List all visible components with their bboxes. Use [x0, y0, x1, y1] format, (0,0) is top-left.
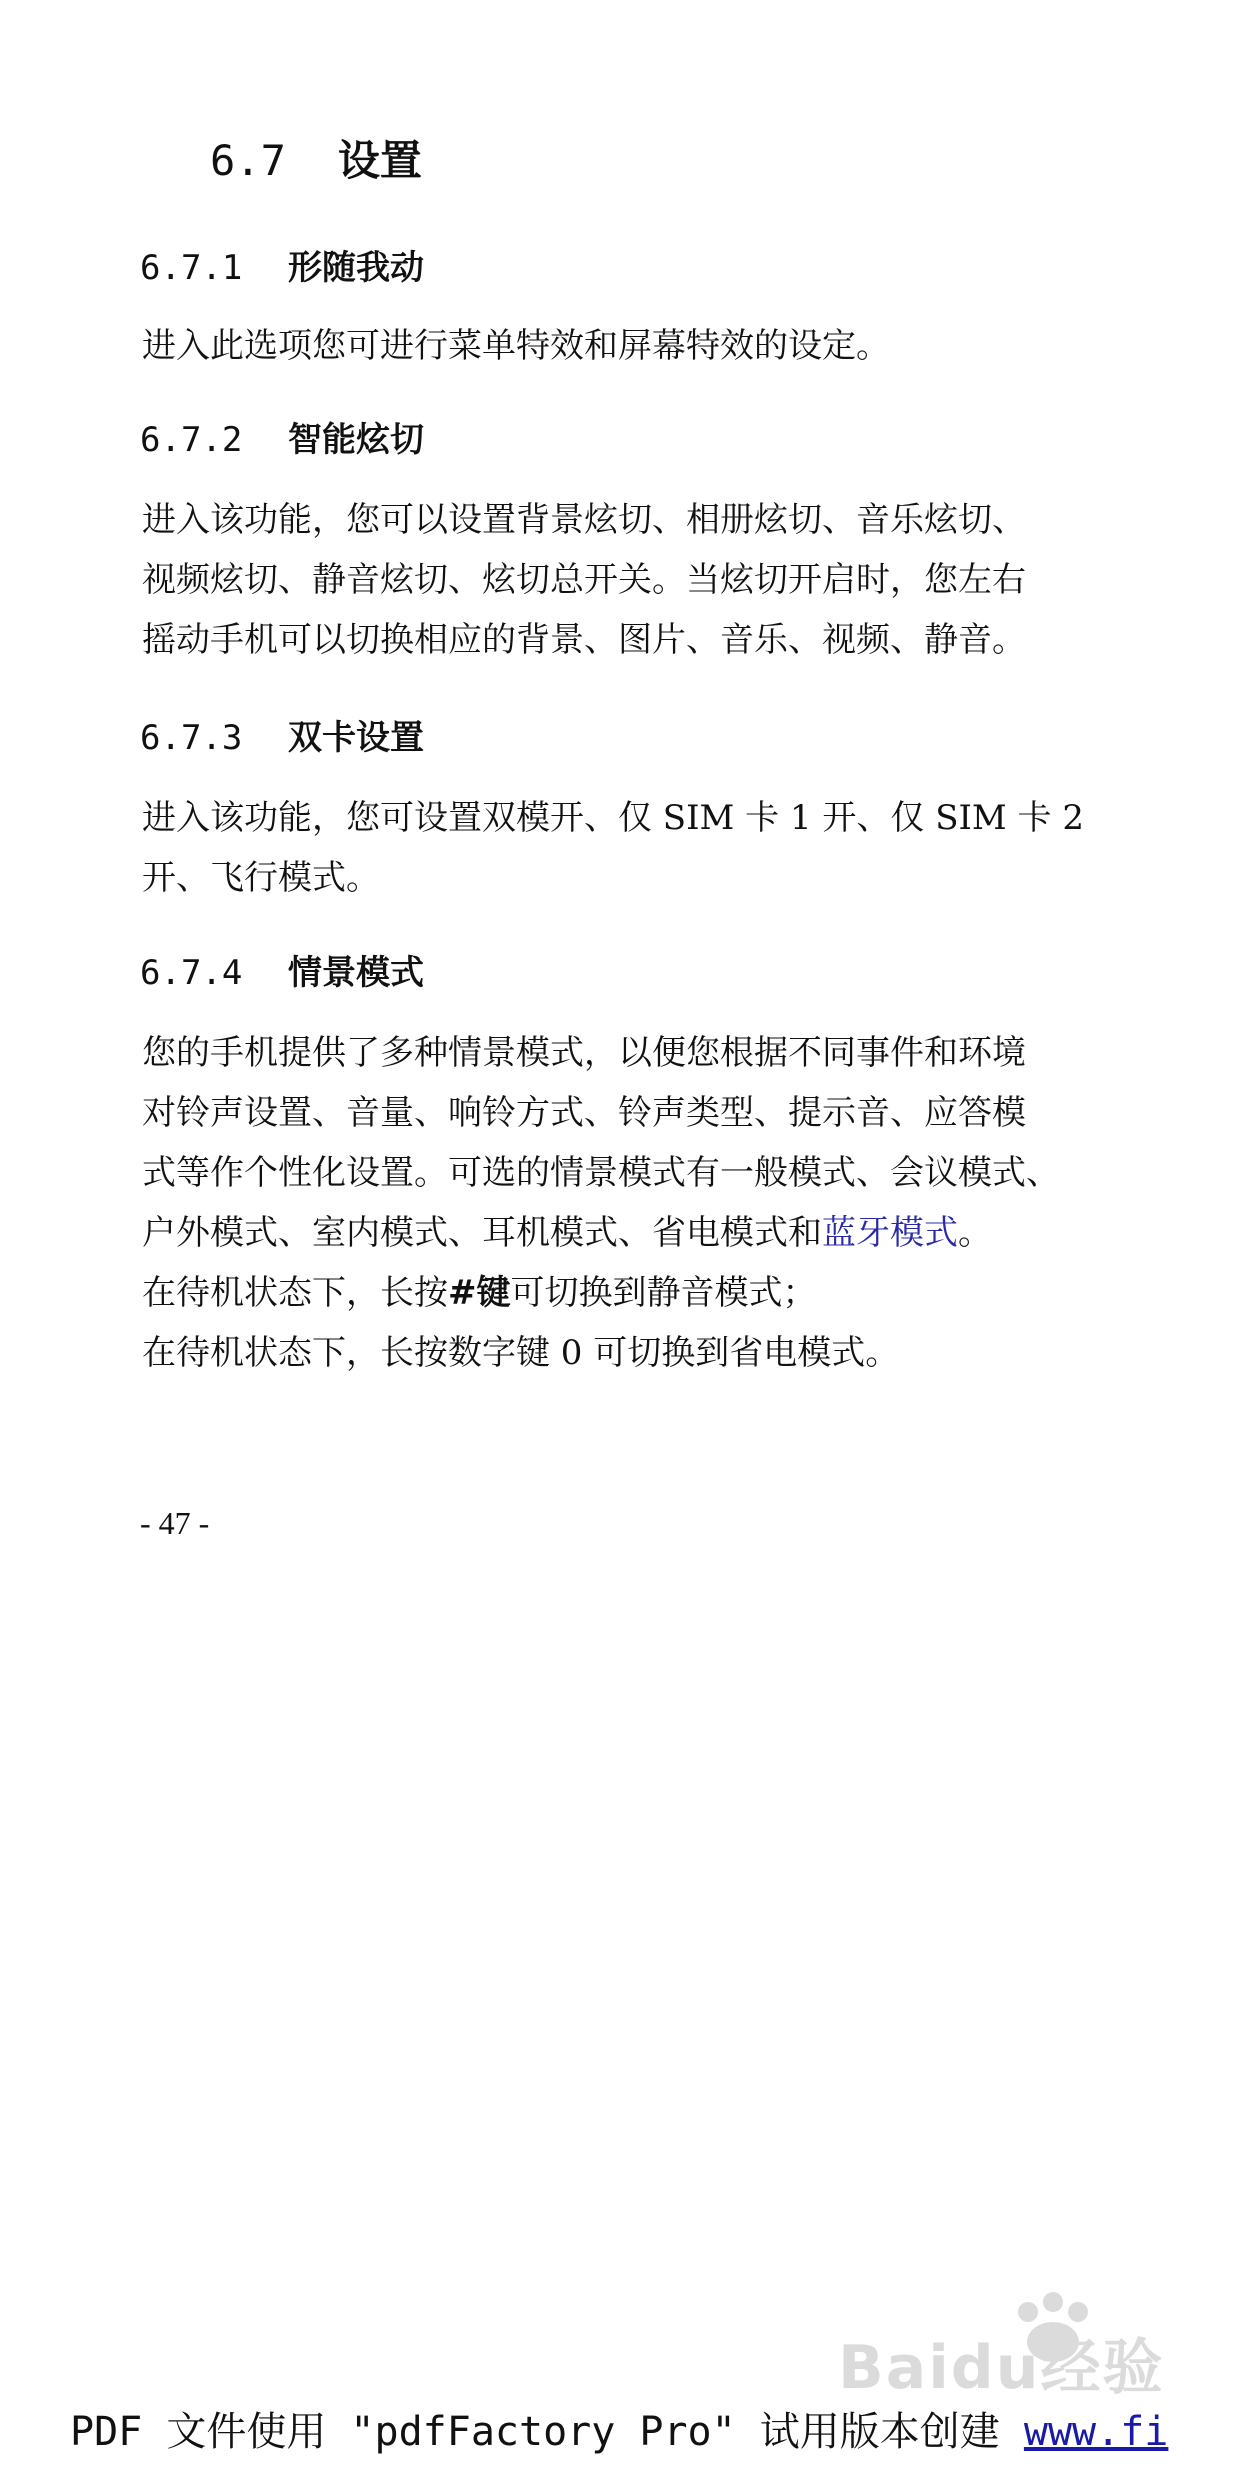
paragraph-line: 视频炫切、静音炫切、炫切总开关。当炫切开启时，您左右 — [142, 560, 1026, 600]
paragraph-line — [142, 1203, 1082, 1263]
line-text: 可切换到静音模式； — [510, 1273, 817, 1313]
paragraph-line: 在待机状态下，长按数字键 0 可切换到省电模式。 — [142, 1333, 900, 1373]
footer-text: PDF 文件使用 "pdfFactory Pro" 试用版本创建 — [70, 2409, 1024, 2455]
paragraph-line: 式等作个性化设置。可选的情景模式有一般模式、会议模式、 — [142, 1153, 1060, 1193]
paragraph-line: 对铃声设置、音量、响铃方式、铃声类型、提示音、应答模 — [142, 1093, 1026, 1133]
subsection-title: 形随我动 — [288, 248, 424, 288]
hash-key-label: #键 — [448, 1273, 511, 1313]
line-text: 在待机状态下，长按 — [142, 1273, 448, 1313]
watermark-text: Baidu经验 — [838, 2333, 1165, 2403]
subsection-number: 6.7.2 — [140, 420, 243, 460]
footer-link[interactable]: www.fi — [1023, 2409, 1169, 2455]
subsection-heading-6-7-4 — [140, 945, 424, 994]
subsection-heading-6-7-3 — [140, 710, 424, 759]
pdf-footer — [70, 2400, 1168, 2457]
paragraph-6-7-3 — [142, 788, 1082, 908]
subsection-title: 双卡设置 — [288, 718, 424, 758]
section-title-text: 设置 — [337, 136, 422, 185]
paragraph-line: 进入该功能，您可以设置背景炫切、相册炫切、音乐炫切、 — [142, 500, 1026, 540]
section-number: 6.7 — [210, 136, 286, 185]
page-number: - 47 - — [140, 1505, 210, 1541]
paragraph-6-7-2 — [142, 490, 1082, 670]
paragraph-line: 进入该功能，您可设置双模开、仅 SIM 卡 1 开、仅 SIM 卡 2 — [142, 798, 1084, 838]
line-text: 。 — [958, 1213, 992, 1253]
line-text: 户外模式、室内模式、耳机模式、省电模式和 — [142, 1213, 822, 1253]
subsection-title: 智能炫切 — [288, 420, 424, 460]
subsection-number: 6.7.3 — [140, 718, 243, 758]
subsection-heading-6-7-1 — [140, 240, 424, 289]
subsection-heading-6-7-2 — [140, 412, 424, 461]
paragraph-6-7-4 — [142, 1023, 1082, 1383]
section-title — [210, 128, 422, 188]
subsection-number: 6.7.4 — [140, 953, 243, 993]
paragraph-line: 进入此选项您可进行菜单特效和屏幕特效的设定。 — [142, 326, 890, 366]
subsection-number: 6.7.1 — [140, 248, 243, 288]
paragraph-6-7-1 — [142, 316, 1082, 376]
subsection-title: 情景模式 — [288, 953, 424, 993]
baidu-watermark — [838, 2290, 1165, 2403]
bluetooth-mode-link[interactable]: 蓝牙模式 — [822, 1213, 958, 1253]
paragraph-line — [142, 1263, 1082, 1323]
paragraph-line: 您的手机提供了多种情景模式，以便您根据不同事件和环境 — [142, 1033, 1026, 1073]
paragraph-line: 摇动手机可以切换相应的背景、图片、音乐、视频、静音。 — [142, 620, 1026, 660]
paragraph-line: 开、飞行模式。 — [142, 858, 380, 898]
